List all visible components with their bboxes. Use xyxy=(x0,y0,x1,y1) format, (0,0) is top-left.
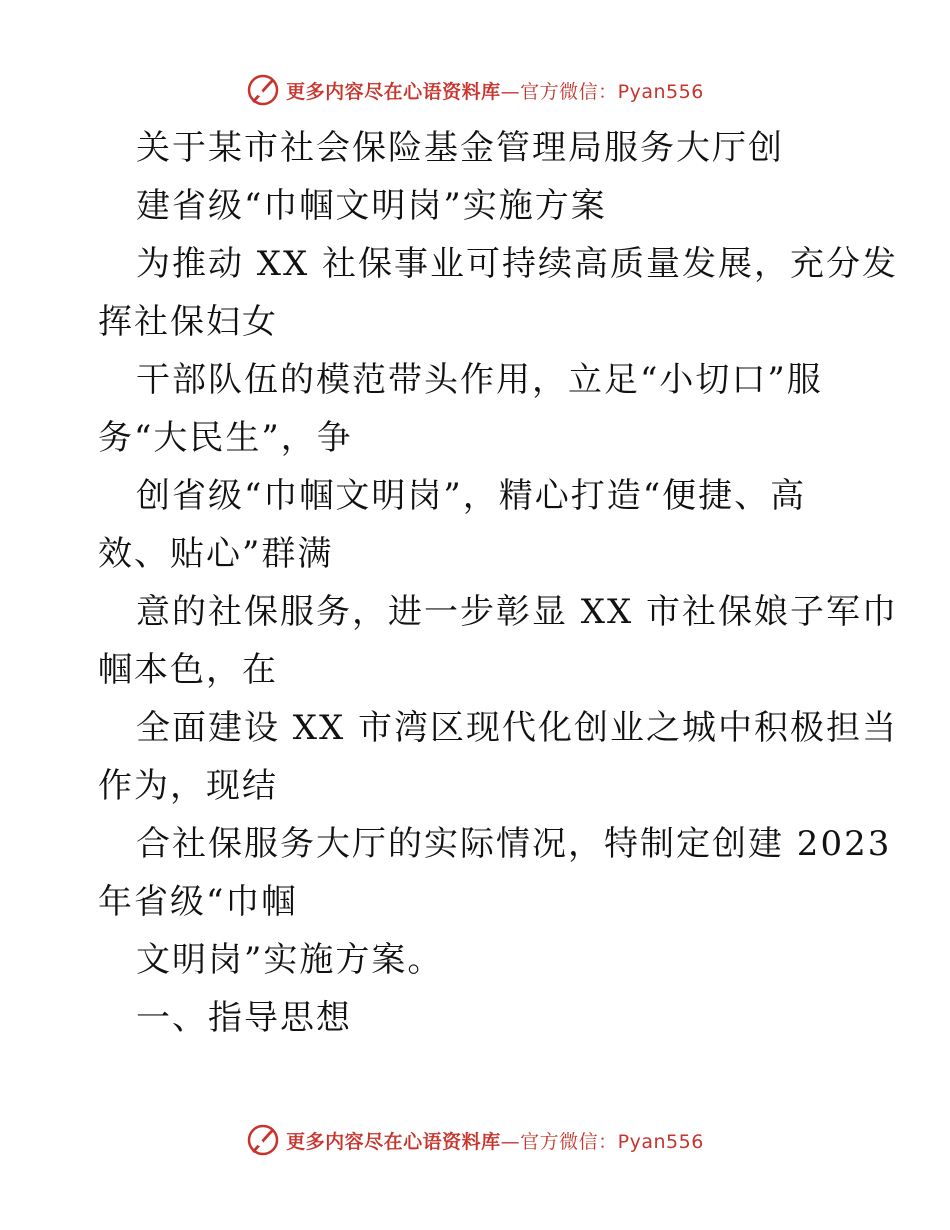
watermark-lead: 更多内容尽在心语资料库 xyxy=(286,1130,501,1153)
paragraph-line: 创省级“巾帼文明岗”，精心打造“便捷、高 xyxy=(136,476,807,516)
paragraph-line: 作为，现结 xyxy=(98,766,278,806)
paragraph-line: 效、贴心”群满 xyxy=(98,534,334,574)
paragraph-line: 全面建设 XX 市湾区现代化创业之城中积极担当 xyxy=(136,708,899,748)
watermark-lead: 更多内容尽在心语资料库 xyxy=(286,80,501,103)
watermark-text xyxy=(286,1127,704,1154)
watermark-banner-bottom xyxy=(0,1120,950,1160)
quill-pen-circle-icon xyxy=(246,73,280,107)
watermark-text xyxy=(286,77,704,104)
quill-pen-circle-icon xyxy=(246,1123,280,1157)
watermark-dash: — xyxy=(500,80,521,103)
watermark-banner-top xyxy=(0,70,950,110)
paragraph-line: 年省级“巾帼 xyxy=(98,882,298,922)
watermark-contact: 官方微信：Pyan556 xyxy=(520,80,704,103)
paragraph-line: 帼本色，在 xyxy=(98,650,278,690)
paragraph-line: 为推动 XX 社保事业可持续高质量发展，充分发 xyxy=(136,244,899,284)
paragraph-line: 文明岗”实施方案。 xyxy=(136,940,444,980)
doc-title-line-1: 关于某市社会保险基金管理局服务大厅创 xyxy=(136,128,784,168)
section-heading: 一、指导思想 xyxy=(136,998,352,1038)
paragraph-line: 干部队伍的模范带头作用，立足“小切口”服 xyxy=(136,360,823,400)
watermark-contact: 官方微信：Pyan556 xyxy=(520,1130,704,1153)
watermark-dash: — xyxy=(500,1130,521,1153)
paragraph-line: 合社保服务大厅的实际情况，特制定创建 2023 xyxy=(136,824,892,864)
paragraph-line: 挥社保妇女 xyxy=(98,302,278,342)
paragraph-line: 意的社保服务，进一步彰显 XX 市社保娘子军巾 xyxy=(136,592,899,632)
doc-title-line-2: 建省级“巾帼文明岗”实施方案 xyxy=(136,186,607,226)
paragraph-line: 务“大民生”，争 xyxy=(98,418,353,458)
